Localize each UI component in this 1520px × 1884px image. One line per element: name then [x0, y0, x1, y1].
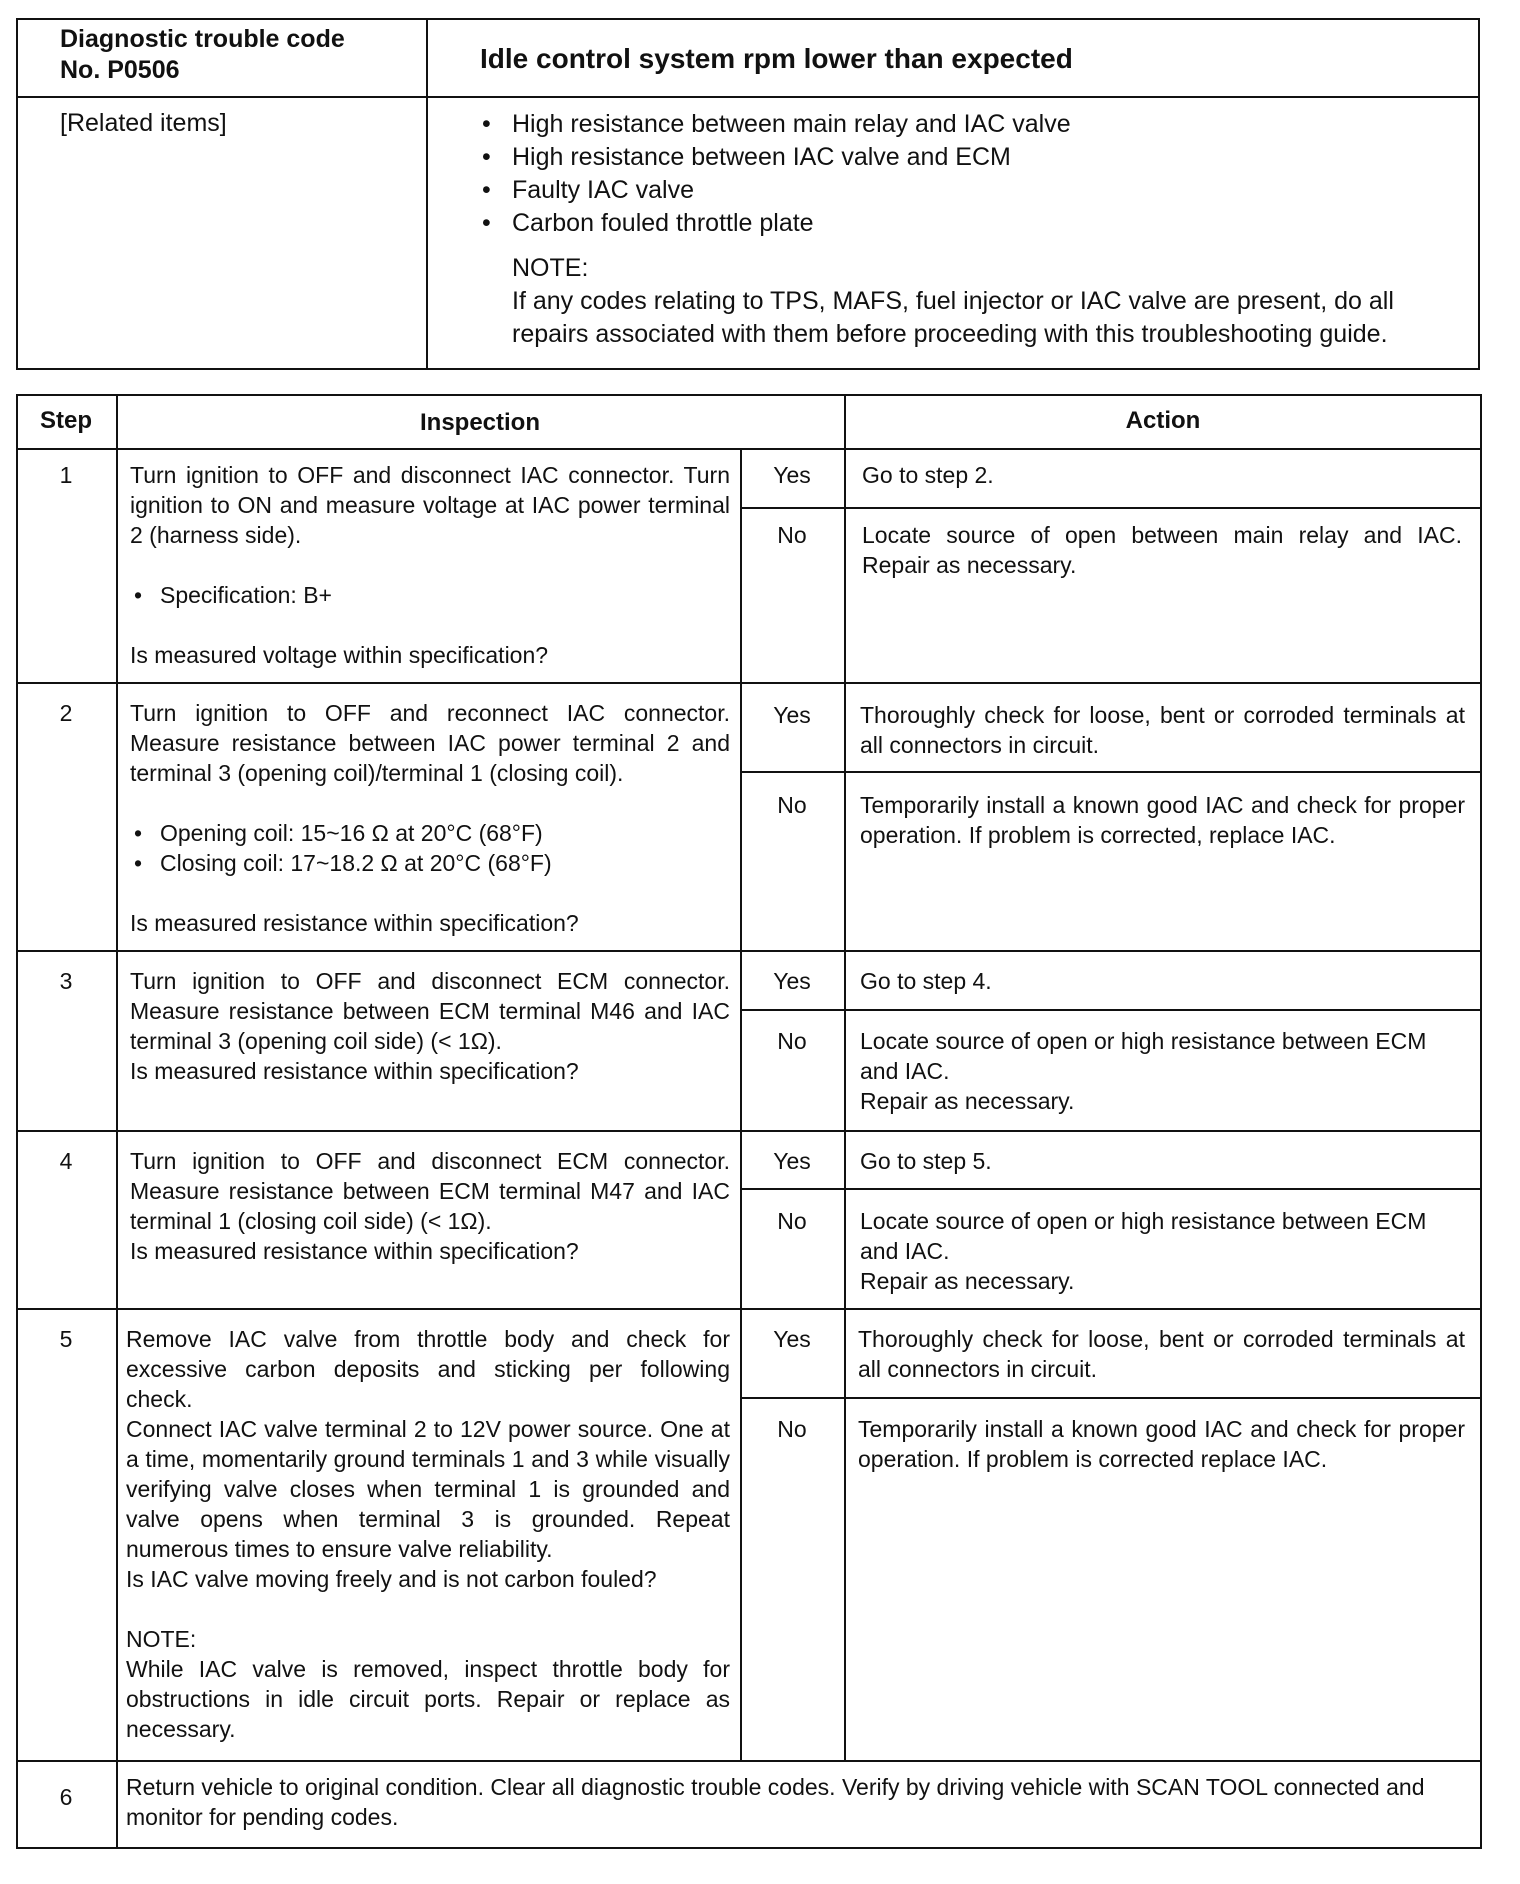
yes-no-separator — [740, 771, 1482, 773]
related-items-label: [Related items] — [60, 109, 227, 137]
no-action: Locate source of open or high resistance between ECM and IAC. Repair as necessary. — [860, 1028, 1427, 1114]
step-inspection: Turn ignition to OFF and disconnect ECM connector. Measure resistance between ECM terminal M46 and IAC terminal 3 (opening coil side) (< 1Ω). Is measured resistance within specification? — [130, 968, 730, 1084]
dtc-code-label: Diagnostic trouble code No. P0506 — [60, 25, 345, 84]
row-separator — [16, 682, 1482, 684]
yes-no-separator — [740, 1188, 1482, 1190]
header-divider-vertical — [426, 18, 428, 370]
no-label: No — [777, 792, 807, 818]
step-note-text: While IAC valve is removed, inspect throttle body for obstructions in idle circuit ports. Repair or replace as necessary. — [126, 1656, 730, 1742]
yes-action: Go to step 2. — [862, 462, 994, 488]
column-header-inspection: Inspection — [419, 409, 540, 436]
no-action: Locate source of open between main relay and IAC. Repair as necessary. — [862, 522, 1462, 578]
yes-action: Go to step 4. — [860, 968, 992, 994]
related-note-label: NOTE: — [512, 254, 589, 282]
yes-no-separator — [740, 507, 1482, 509]
yes-label: Yes — [773, 1326, 811, 1352]
dtc-title: Idle control system rpm lower than expected — [480, 43, 1073, 74]
spec-item: • Opening coil: 15~16 Ω at 20°C (68°F) — [130, 818, 730, 848]
yes-label: Yes — [773, 462, 811, 488]
step-number: 5 — [59, 1326, 73, 1352]
related-item: • High resistance between main relay and IAC valve — [478, 108, 1468, 141]
column-header-action: Action — [1125, 407, 1201, 434]
row-separator — [16, 1130, 1482, 1132]
yes-label: Yes — [773, 702, 811, 728]
yes-action: Thoroughly check for loose, bent or corroded terminals at all connectors in circuit. — [860, 702, 1465, 758]
related-items-block — [478, 108, 1468, 351]
step-inspection: Turn ignition to OFF and reconnect IAC connector. Measure resistance between IAC power terminal 2 and terminal 3 (opening coil)/terminal 1 (closing coil). • Opening coil: 15~16 Ω at 20°C (68°F) • Closing coil: 17~18.2 Ω at 20°C (68°F) Is measured resistance within specification? — [130, 698, 730, 938]
no-label: No — [777, 1416, 807, 1442]
yes-label: Yes — [773, 1148, 811, 1174]
header-row-line — [16, 448, 1482, 450]
header-divider-horizontal — [16, 96, 1480, 98]
yes-no-separator — [740, 1009, 1482, 1011]
step-final-instruction: Return vehicle to original condition. Clear all diagnostic trouble codes. Verify by driving vehicle with SCAN TOOL connected and monitor for pending codes. — [126, 1774, 1425, 1830]
step-inspection: Remove IAC valve from throttle body and check for excessive carbon deposits and sticking per following check. Connect IAC valve terminal 2 to 12V power source. One at a time, momentarily ground terminals 1 and 3 while visually verifying valve closes when terminal 1 is grounded and valve opens when terminal 3 is grounded. Repeat numerous times to ensure valve reliability. Is IAC valve moving freely and is not carbon fouled? NOTE: While IAC valve is removed, inspect throttle body for obstructions in idle circuit ports. Repair or replace as necessary. — [126, 1326, 730, 1742]
row-separator — [16, 1760, 1482, 1762]
no-label: No — [777, 1028, 807, 1054]
related-items-list — [478, 108, 1468, 240]
yes-action: Go to step 5. — [860, 1148, 992, 1174]
no-action: Temporarily install a known good IAC and check for proper operation. If problem is corrected replace IAC. — [858, 1416, 1465, 1472]
row-separator — [16, 1308, 1482, 1310]
yes-no-separator — [740, 1397, 1482, 1399]
row-separator — [16, 950, 1482, 952]
related-note-text: If any codes relating to TPS, MAFS, fuel injector or IAC valve are present, do all repairs associated with them before proceeding with this troubleshooting guide. — [512, 287, 1394, 348]
step-number: 4 — [59, 1148, 73, 1174]
no-label: No — [777, 1208, 807, 1234]
yes-action: Thoroughly check for loose, bent or corroded terminals at all connectors in circuit. — [858, 1326, 1465, 1382]
column-header-step: Step — [39, 407, 92, 434]
yesno-action-line — [844, 394, 846, 1760]
related-item: • Faulty IAC valve — [478, 174, 1468, 207]
inspection-yesno-line — [740, 448, 742, 1760]
step-inspection: Turn ignition to OFF and disconnect ECM connector. Measure resistance between ECM terminal M47 and IAC terminal 1 (closing coil side) (< 1Ω). Is measured resistance within specification? — [130, 1148, 730, 1264]
step-number: 2 — [59, 700, 73, 726]
related-item: • Carbon fouled throttle plate — [478, 207, 1468, 240]
step-number: 6 — [59, 1784, 73, 1810]
spec-item: • Closing coil: 17~18.2 Ω at 20°C (68°F) — [130, 848, 730, 878]
step-inspection: Turn ignition to OFF and disconnect IAC connector. Turn ignition to ON and measure voltage at IAC power terminal 2 (harness side). • Specification: B+ Is measured voltage within specification? — [130, 460, 730, 670]
no-action: Locate source of open or high resistance between ECM and IAC. Repair as necessary. — [860, 1208, 1427, 1294]
no-label: No — [777, 522, 807, 548]
step-note-label: NOTE: — [126, 1626, 197, 1652]
step-number: 1 — [59, 462, 73, 488]
spec-item: • Specification: B+ — [130, 580, 730, 610]
yes-label: Yes — [773, 968, 811, 994]
related-item: • High resistance between IAC valve and ECM — [478, 141, 1468, 174]
step-column-line — [116, 394, 118, 1849]
no-action: Temporarily install a known good IAC and check for proper operation. If problem is corrected, replace IAC. — [860, 792, 1465, 848]
step-number: 3 — [59, 968, 73, 994]
